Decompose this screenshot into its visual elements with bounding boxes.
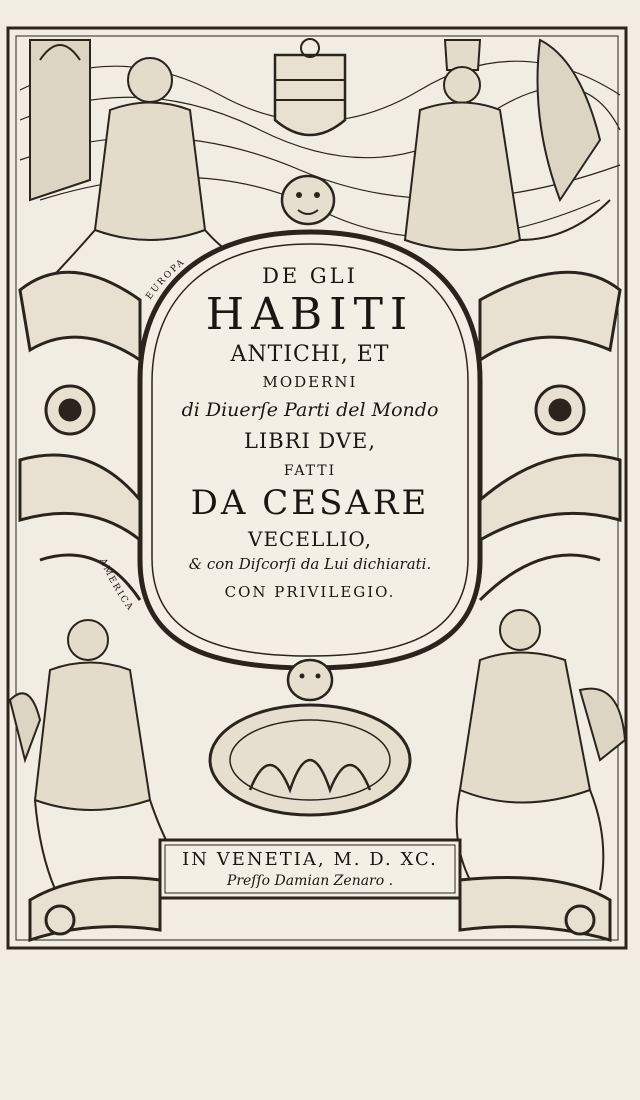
mask-ornament-top (282, 176, 334, 224)
banner-label-europa: EUROPA (144, 256, 188, 302)
title-line-libri: LIBRI DVE, (243, 429, 377, 453)
title-line-discorsi: & con Diſcorſi da Lui dichiarati. (188, 555, 432, 573)
title-line-fatti: FATTI (283, 463, 337, 479)
title-text-block (150, 258, 470, 601)
banner-label-america: AMERICA (97, 557, 136, 614)
figure-top-right (405, 40, 610, 250)
figure-bottom-right (457, 610, 625, 890)
title-line-antichi: ANTICHI, ET (230, 342, 390, 367)
author-surname: VECELLIO, (248, 527, 372, 551)
title-line-habiti: HABITI (205, 289, 415, 340)
bottom-vignette (210, 660, 410, 815)
crest-emblem (275, 39, 345, 135)
privilege-line: CON PRIVILEGIO. (224, 583, 396, 601)
strapwork-right (480, 272, 620, 600)
imprint-printer: Preſſo Damian Zenaro . (226, 873, 394, 889)
imprint (163, 843, 457, 895)
imprint-place-date: IN VENETIA, M. D. XC. (182, 849, 438, 870)
title-line-moderni: MODERNI (262, 373, 358, 391)
strapwork-left (20, 272, 140, 600)
title-line-degli: DE GLI (262, 264, 358, 288)
author-name: DA CESARE (190, 483, 430, 523)
title-line-parti: di Diuerſe Parti del Mondo (181, 399, 439, 421)
